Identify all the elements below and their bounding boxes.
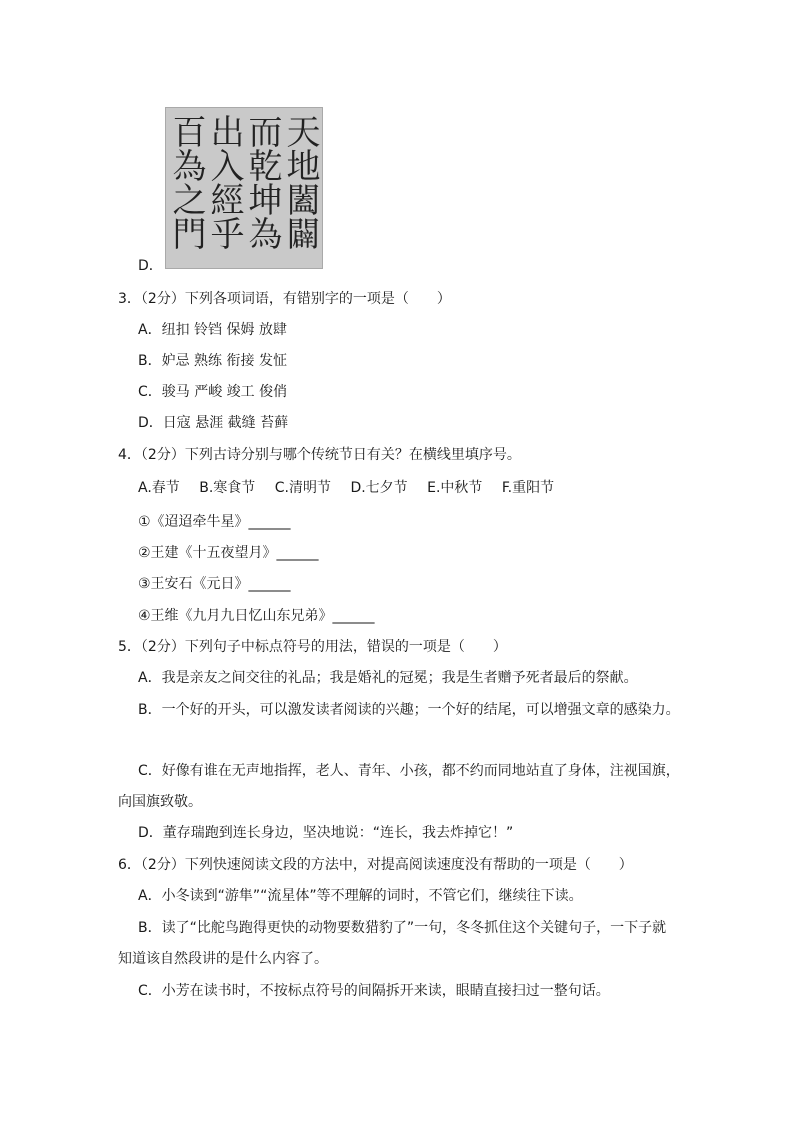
q5-option-d: D．董存瑞跑到连长身边，坚决地说：“连长，我去炸掉它！” [138, 825, 514, 841]
q4-choice: C.清明节 [274, 480, 331, 496]
q3-option-a: A．纽扣 铃铛 保姆 放肆 [138, 322, 287, 338]
q4-choice: B.寒食节 [199, 480, 256, 496]
q4-choice: F.重阳节 [501, 480, 555, 496]
q6-option-c: C．小芳在读书时，不按标点符号的间隔拆开来读，眼睛直接扫过一整句话。 [138, 983, 610, 999]
q4-item-2: ②王建《十五夜望月》______ [138, 545, 319, 561]
calligraphy-column-2: 而乾坤為 [242, 114, 282, 250]
question-3-stem: 3．（2分）下列各项词语，有错别字的一项是（ ） [118, 291, 451, 307]
calligraphy-column-4: 百為之門 [166, 114, 206, 250]
calligraphy-column-3: 出入經乎 [204, 114, 244, 250]
q5-option-a: A．我是亲友之间交往的礼品；我是婚礼的冠冕；我是生者赠予死者最后的祭献。 [138, 670, 638, 686]
q3-option-d: D．日寇 悬涯 截缝 苔藓 [138, 415, 289, 431]
q4-item-3: ③王安石《元日》______ [138, 576, 291, 592]
q3-option-b: B．妒忌 熟练 衔接 发怔 [138, 353, 287, 369]
q5-option-c-cont: 向国旗致敬。 [118, 794, 202, 810]
question-6-stem: 6．（2分）下列快速阅读文段的方法中，对提高阅读速度没有帮助的一项是（ ） [118, 857, 633, 873]
q4-choice: A.春节 [138, 480, 180, 496]
q4-choice: E.中秋节 [427, 480, 483, 496]
q6-option-b: B．读了“比舵鸟跑得更快的动物要数猎豹了”一句，冬冬抓住这个关键句子，一下子就 [138, 920, 667, 936]
q5-option-c: C．好像有谁在无声地指挥，老人、青年、小孩，都不约而同地站直了身体，注视国旗， [138, 763, 680, 779]
q6-option-a: A．小冬读到“游隼”“流星体”等不理解的词时，不管它们，继续往下读。 [138, 888, 583, 904]
question-5-stem: 5．（2分）下列句子中标点符号的用法，错误的一项是（ ） [118, 639, 507, 655]
question-4-stem: 4．（2分）下列古诗分别与哪个传统节日有关？在横线里填序号。 [118, 447, 521, 463]
q4-item-4: ④王维《九月九日忆山东兄弟》______ [138, 608, 375, 624]
q4-choice-row [138, 478, 569, 498]
calligraphy-column-1: 天地闔闢 [280, 114, 320, 250]
q4-choice: D.七夕节 [350, 480, 408, 496]
calligraphy-image [165, 107, 323, 269]
q5-option-b: B．一个好的开头，可以激发读者阅读的兴趣；一个好的结尾，可以增强文章的感染力。 [138, 702, 680, 718]
q4-item-1: ①《迢迢牵牛星》______ [138, 514, 291, 530]
option-d-label: D． [138, 258, 163, 274]
q3-option-c: C．骏马 严峻 竣工 俊俏 [138, 384, 288, 400]
q6-option-b-cont: 知道该自然段讲的是什么内容了。 [118, 951, 328, 967]
